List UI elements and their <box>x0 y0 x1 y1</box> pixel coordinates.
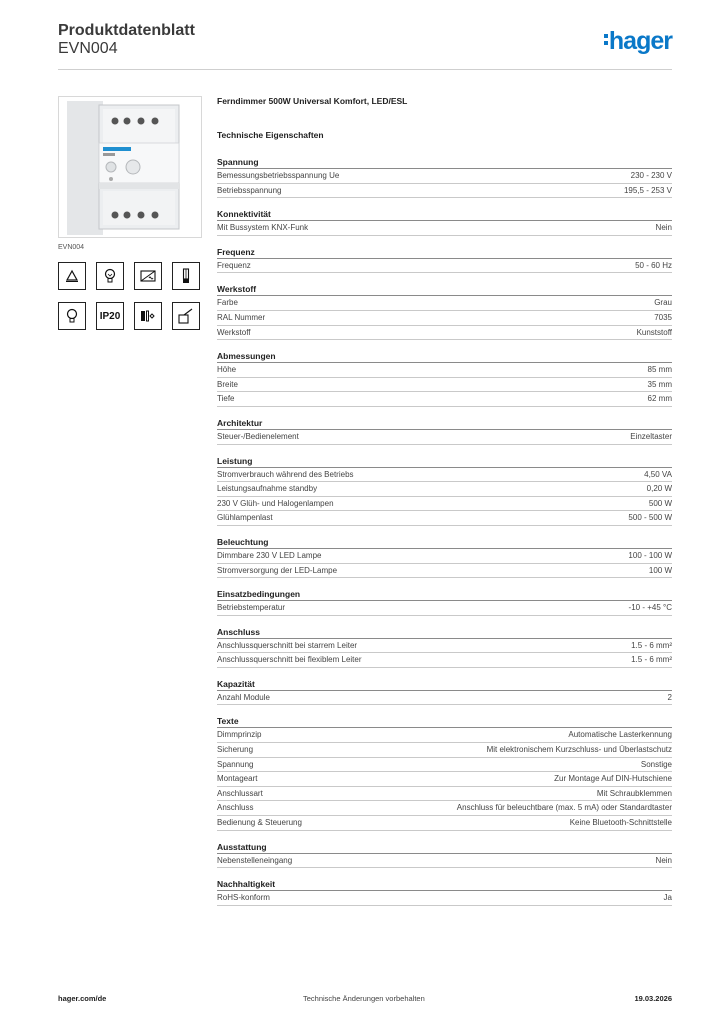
spec-row <box>217 772 672 787</box>
ip20-badge <box>96 302 124 330</box>
spec-label: RAL Nummer <box>217 312 266 322</box>
spec-section <box>217 677 672 706</box>
spec-label: Anschlussart <box>217 788 263 798</box>
spec-row <box>217 326 672 341</box>
image-caption: EVN004 <box>58 244 85 251</box>
spec-row <box>217 511 672 526</box>
spec-value: Anschluss für beleuchtbare (max. 5 mA) oder Standardtaster <box>456 803 672 813</box>
spec-value: 62 mm <box>647 394 672 404</box>
spec-row <box>217 601 672 616</box>
spec-row <box>217 296 672 311</box>
spec-sections <box>217 155 672 906</box>
spec-section <box>217 840 672 869</box>
spec-value: Einzeltaster <box>630 431 672 441</box>
product-name: Ferndimmer 500W Universal Komfort, LED/ESL <box>217 96 408 106</box>
document-title: Produktdatenblatt <box>58 22 195 39</box>
spec-label: Dimmprinzip <box>217 730 262 740</box>
section-title: Spannung <box>217 155 672 169</box>
spec-row <box>217 430 672 445</box>
spec-row <box>217 169 672 184</box>
spec-label: Farbe <box>217 298 238 308</box>
spec-value: Zur Montage Auf DIN-Hutschiene <box>554 774 672 784</box>
spec-label: Frequenz <box>217 260 251 270</box>
spec-value: 85 mm <box>647 365 672 375</box>
section-title: Beleuchtung <box>217 535 672 549</box>
spec-row <box>217 221 672 236</box>
spec-row <box>217 743 672 758</box>
product-code: EVN004 <box>58 40 118 57</box>
product-media-column <box>58 96 202 330</box>
spec-value: Automatische Lasterkennung <box>568 730 672 740</box>
spec-value: Keine Bluetooth-Schnittstelle <box>569 818 672 828</box>
spec-value: Sonstige <box>640 759 672 769</box>
technical-data-column <box>217 96 672 915</box>
section-title: Anschluss <box>217 625 672 639</box>
spec-row <box>217 816 672 831</box>
spec-section <box>217 535 672 578</box>
spec-label: Sicherung <box>217 745 254 755</box>
spec-value: Grau <box>654 298 672 308</box>
spec-row <box>217 758 672 773</box>
spec-label: Nebenstelleneingang <box>217 855 293 865</box>
spec-label: Anschlussquerschnitt bei starrem Leiter <box>217 640 358 650</box>
section-title: Ausstattung <box>217 840 672 854</box>
spec-value: Ja <box>663 893 672 903</box>
hand-switch-icon <box>172 302 200 330</box>
transformer-icon <box>134 262 162 290</box>
spec-value: -10 - +45 °C <box>628 603 672 613</box>
product-image <box>58 96 202 238</box>
spec-row <box>217 468 672 483</box>
spec-row <box>217 378 672 393</box>
spec-value: Nein <box>655 223 672 233</box>
logo-dots-icon <box>604 34 608 48</box>
spec-value: Mit Schraubklemmen <box>596 788 672 798</box>
spec-label: 230 V Glüh- und Halogenlampen <box>217 498 334 508</box>
spec-section <box>217 454 672 526</box>
spec-value: 230 - 230 V <box>630 171 672 180</box>
section-title: Kapazität <box>217 677 672 691</box>
spec-label: Anzahl Module <box>217 692 270 702</box>
spec-section <box>217 155 672 198</box>
spec-label: Tiefe <box>217 394 235 404</box>
footer-disclaimer: Technische Änderungen vorbehalten <box>303 994 425 1003</box>
spec-section <box>217 587 672 616</box>
bulb-icon <box>96 262 124 290</box>
spec-value: 500 - 500 W <box>628 513 672 523</box>
spec-label: Werkstoff <box>217 327 251 337</box>
spec-label: Bemessungsbetriebsspannung Ue <box>217 171 340 180</box>
spec-row <box>217 259 672 274</box>
tube-lamp-icon <box>172 262 200 290</box>
spec-section <box>217 207 672 236</box>
spec-section <box>217 245 672 274</box>
spec-label: Dimmbare 230 V LED Lampe <box>217 550 322 560</box>
spec-value: 1.5 - 6 mm² <box>631 655 672 665</box>
ip20-text: IP20 <box>99 310 121 322</box>
spec-value: 0,20 W <box>646 484 672 494</box>
spec-row <box>217 184 672 199</box>
electronic-transformer-icon <box>134 302 162 330</box>
spec-label: Stromversorgung der LED-Lampe <box>217 565 338 575</box>
spec-value: 7035 <box>654 312 672 322</box>
spec-label: Betriebstemperatur <box>217 603 286 613</box>
footer-website: hager.com/de <box>58 994 107 1003</box>
spec-value: Kunststoff <box>636 327 672 337</box>
section-title: Architektur <box>217 416 672 430</box>
spec-section <box>217 349 672 407</box>
din-rail-device-illustration <box>59 97 202 238</box>
section-title: Frequenz <box>217 245 672 259</box>
page-header <box>58 22 672 70</box>
spec-row <box>217 564 672 579</box>
spec-value: 35 mm <box>647 379 672 389</box>
technical-properties-heading: Technische Eigenschaften <box>217 130 324 140</box>
section-title: Texte <box>217 714 672 728</box>
feature-icon-grid <box>58 262 202 330</box>
spec-label: Höhe <box>217 365 237 375</box>
spec-section <box>217 877 672 906</box>
spec-row <box>217 653 672 668</box>
spec-label: Spannung <box>217 759 254 769</box>
logo-text: hager <box>608 27 672 55</box>
spec-row <box>217 691 672 706</box>
spec-value: 50 - 60 Hz <box>635 260 672 270</box>
spec-label: Anschluss <box>217 803 254 813</box>
section-title: Werkstoff <box>217 282 672 296</box>
section-title: Nachhaltigkeit <box>217 877 672 891</box>
spec-value: 100 - 100 W <box>628 550 672 560</box>
spec-value: 4,50 VA <box>644 469 672 479</box>
section-title: Konnektivität <box>217 207 672 221</box>
spec-value: Nein <box>655 855 672 865</box>
spec-section <box>217 416 672 445</box>
spec-label: Bedienung & Steuerung <box>217 818 302 828</box>
spec-label: Breite <box>217 379 238 389</box>
section-title: Leistung <box>217 454 672 468</box>
spec-value: Mit elektronischem Kurzschluss- und Überlastschutz <box>486 745 672 755</box>
spec-section <box>217 282 672 340</box>
lamp-dimmer-icon <box>58 262 86 290</box>
spec-value: 100 W <box>648 565 672 575</box>
spec-row <box>217 363 672 378</box>
spec-value: 195,5 - 253 V <box>623 185 672 195</box>
spec-row <box>217 497 672 512</box>
footer-date: 19.03.2026 <box>634 994 672 1003</box>
spec-section <box>217 714 672 830</box>
spec-label: Stromverbrauch während des Betriebs <box>217 469 354 479</box>
spec-label: Leistungsaufnahme standby <box>217 484 318 494</box>
spec-label: RoHS-konform <box>217 893 270 903</box>
section-title: Einsatzbedingungen <box>217 587 672 601</box>
spec-row <box>217 728 672 743</box>
spec-row <box>217 311 672 326</box>
spec-row <box>217 801 672 816</box>
spec-label: Montageart <box>217 774 258 784</box>
spec-row <box>217 549 672 564</box>
spec-row <box>217 482 672 497</box>
spec-value: 2 <box>667 692 672 702</box>
spec-row <box>217 392 672 407</box>
hager-logo <box>604 27 672 56</box>
spec-label: Glühlampenlast <box>217 513 273 523</box>
spec-label: Betriebsspannung <box>217 185 282 195</box>
spec-row <box>217 787 672 802</box>
spec-section <box>217 625 672 668</box>
spec-label: Anschlussquerschnitt bei flexiblem Leiter <box>217 655 362 665</box>
spec-value: 1.5 - 6 mm² <box>631 640 672 650</box>
spec-row <box>217 639 672 654</box>
spec-label: Steuer-/Bedienelement <box>217 431 299 441</box>
spec-row <box>217 854 672 869</box>
led-bulb-icon <box>58 302 86 330</box>
section-title: Abmessungen <box>217 349 672 363</box>
spec-label: Mit Bussystem KNX-Funk <box>217 223 309 233</box>
spec-row <box>217 891 672 906</box>
spec-value: 500 W <box>648 498 672 508</box>
